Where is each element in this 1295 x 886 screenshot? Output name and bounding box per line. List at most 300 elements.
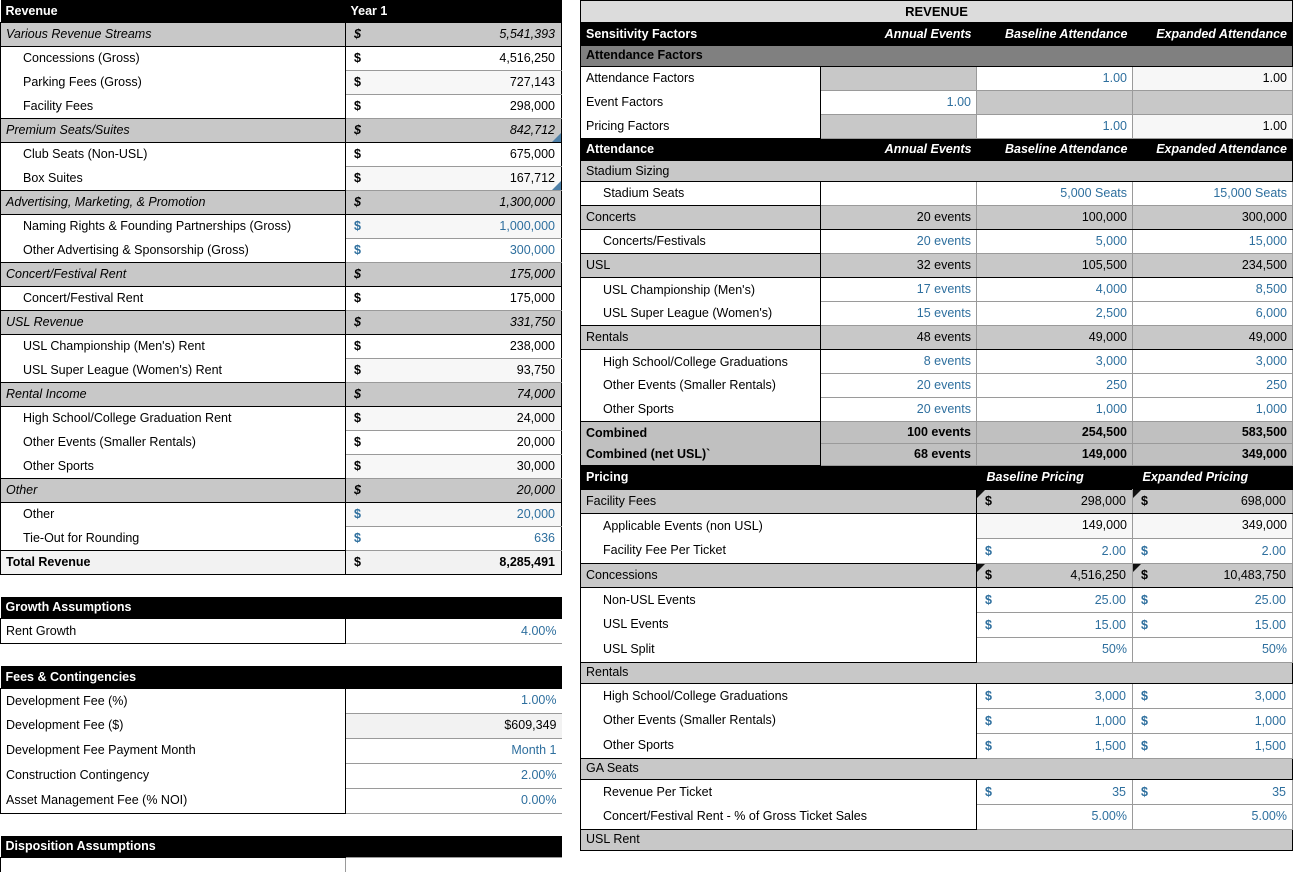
row-value-blank[interactable]	[346, 858, 562, 872]
section-label: Attendance Factors	[586, 48, 703, 63]
row-value-1[interactable]: 20 events	[916, 234, 971, 249]
currency-symbol: $	[354, 459, 361, 473]
revenue-table	[0, 0, 562, 575]
row-amount[interactable]	[346, 47, 561, 70]
amount-value: 4,516,250	[499, 51, 555, 65]
section-row	[581, 161, 1293, 182]
row-value-3[interactable]: 1.00	[1262, 118, 1287, 133]
table-row	[1, 214, 562, 238]
currency-symbol: $	[985, 617, 992, 632]
amount-value: 298,000	[1080, 494, 1126, 508]
table-row	[581, 374, 1293, 398]
currency-symbol: $	[354, 507, 361, 521]
row-amount[interactable]	[346, 551, 561, 574]
section-label: USL Rent	[586, 832, 640, 847]
table-row	[581, 66, 1293, 90]
table-row	[1, 478, 562, 502]
row-label: Other Events (Smaller Rentals)	[603, 713, 776, 728]
row-value-3[interactable]	[1133, 91, 1292, 114]
amount-value: 10,483,750	[1223, 568, 1286, 582]
section-row	[581, 45, 1293, 66]
section-row	[581, 758, 1293, 779]
amount-value: 8,285,491	[499, 555, 555, 569]
amount-value: 3,000	[1094, 688, 1126, 703]
row-amount[interactable]	[346, 71, 561, 94]
row-value-3[interactable]: 1,000	[1255, 402, 1287, 417]
amount-value: 24,000	[516, 411, 555, 425]
section-row	[581, 662, 1293, 683]
sensitivity-col-header-2: Baseline Attendance	[1005, 26, 1128, 41]
amount-value: 331,750	[509, 315, 555, 329]
currency-symbol: $	[985, 784, 992, 799]
amount-value: 1,000	[1094, 713, 1126, 728]
table-row	[581, 587, 1293, 612]
subtotal-row	[581, 206, 1293, 230]
table-row	[1, 262, 562, 286]
subtotal-value-2: 105,500	[1081, 258, 1127, 273]
subtotal-row	[581, 489, 1293, 513]
currency-symbol: $	[354, 483, 361, 497]
combined-value-2: 149,000	[1081, 447, 1127, 462]
row-label: Parking Fees (Gross)	[23, 74, 142, 89]
sensitivity-col-header-1: Annual Events	[884, 26, 972, 41]
currency-symbol: $	[354, 363, 361, 377]
row-label: Development Fee ($)	[6, 718, 124, 733]
amount-value: 175,000	[509, 267, 555, 281]
amount-value: 4,516,250	[1070, 568, 1126, 582]
row-value-3[interactable]: 250	[1266, 378, 1287, 393]
row-label: Concessions (Gross)	[23, 51, 140, 65]
subtotal-value-1: 20 events	[916, 210, 971, 225]
row-value[interactable]: 4.00%	[521, 623, 557, 638]
section-row	[581, 829, 1293, 850]
row-amount[interactable]	[346, 335, 561, 358]
subtotal-row	[581, 326, 1293, 350]
row-amount[interactable]	[346, 215, 561, 238]
row-value-3[interactable]: 8,500	[1255, 282, 1287, 297]
amount-value: 2.00	[1101, 543, 1126, 558]
row-amount-1[interactable]	[977, 588, 1132, 612]
subtotal-amount-2	[1133, 490, 1292, 513]
currency-symbol: $	[1141, 592, 1148, 607]
table-row	[1, 550, 562, 574]
currency-symbol: $	[354, 243, 361, 257]
row-value-2[interactable]: 3,000	[1095, 354, 1127, 369]
amount-value: 167,712	[509, 171, 555, 185]
row-amount[interactable]	[346, 191, 561, 214]
row-amount[interactable]	[346, 311, 561, 334]
amount-value: 74,000	[516, 387, 555, 401]
row-value-2[interactable]: 5,000 Seats	[1060, 186, 1127, 201]
row-label: Tie-Out for Rounding	[23, 530, 140, 545]
currency-symbol: $	[1141, 494, 1148, 508]
row-value-1[interactable]: 50%	[1101, 642, 1127, 657]
row-label: USL Championship (Men's) Rent	[23, 339, 205, 353]
amount-value: 636	[534, 531, 555, 545]
currency-symbol: $	[985, 543, 992, 558]
row-amount-2[interactable]	[1133, 539, 1292, 563]
attendance-header-row	[581, 139, 1293, 161]
row-value-2[interactable]: 1.00	[1102, 70, 1127, 85]
row-value[interactable]: $609,349	[504, 718, 557, 733]
row-label: Advertising, Marketing, & Promotion	[6, 194, 206, 209]
revenue-header-label: Revenue	[5, 3, 58, 18]
currency-symbol: $	[354, 291, 361, 305]
row-value-3[interactable]: 6,000	[1255, 306, 1287, 321]
subtotal-label: Facility Fees	[586, 493, 657, 508]
row-label: Other Events (Smaller Rentals)	[603, 378, 776, 393]
row-label: Revenue Per Ticket	[603, 784, 713, 799]
row-label: Rental Income	[6, 386, 87, 401]
row-value-2[interactable]	[977, 91, 1132, 114]
currency-symbol: $	[354, 411, 361, 425]
currency-symbol: $	[985, 592, 992, 607]
row-value-3[interactable]: 15,000 Seats	[1213, 186, 1287, 201]
revenue-title: REVENUE	[905, 4, 968, 19]
combined-value-3: 349,000	[1241, 447, 1287, 462]
subtotal-value-3: 300,000	[1241, 210, 1287, 225]
row-label: Other Sports	[603, 738, 674, 752]
row-label: Concert/Festival Rent	[23, 290, 144, 305]
row-value-3[interactable]: 1.00	[1262, 70, 1287, 85]
row-amount-1[interactable]	[977, 734, 1132, 758]
table-row	[1, 430, 562, 454]
growth-assumptions-title: Growth Assumptions	[5, 600, 132, 614]
currency-symbol: $	[1141, 568, 1148, 582]
row-value[interactable]: Month 1	[511, 743, 557, 758]
row-amount-2[interactable]	[1133, 684, 1292, 708]
table-row	[1, 526, 562, 550]
sensitivity-header-row	[581, 23, 1293, 45]
combined-value-1: 68 events	[914, 447, 971, 462]
revenue-header-row	[1, 0, 562, 22]
table-row	[1, 238, 562, 262]
currency-symbol: $	[354, 51, 361, 65]
row-label: USL Revenue	[6, 314, 84, 329]
amount-value: 35	[1272, 784, 1286, 799]
row-value-3[interactable]: 15,000	[1248, 234, 1287, 249]
row-label: Asset Management Fee (% NOI)	[6, 793, 188, 807]
row-label: USL Super League (Women's) Rent	[23, 362, 223, 377]
row-amount-1[interactable]	[977, 613, 1132, 637]
table-row	[1, 619, 562, 644]
disposition-assumptions-title: Disposition Assumptions	[5, 839, 156, 853]
row-value-1[interactable]: 17 events	[916, 282, 971, 297]
fees-contingencies-title: Fees & Contingencies	[5, 669, 137, 684]
right-panel	[580, 0, 1292, 851]
disposition-assumptions-table	[0, 836, 562, 872]
row-label: Other Advertising & Sponsorship (Gross)	[23, 242, 249, 257]
table-row	[1, 94, 562, 118]
row-amount-1[interactable]	[977, 539, 1132, 563]
row-value-1[interactable]	[821, 182, 976, 205]
table-row	[1, 713, 562, 738]
amount-value: 30,000	[516, 459, 555, 473]
currency-symbol: $	[354, 123, 361, 137]
subtotal-row	[581, 254, 1293, 278]
row-amount[interactable]	[346, 119, 561, 142]
row-label: High School/College Graduation Rent	[23, 411, 232, 425]
currency-symbol: $	[1141, 617, 1148, 632]
attendance-col-header-3: Expanded Attendance	[1156, 142, 1287, 156]
table-row	[1, 22, 562, 46]
row-amount[interactable]	[346, 239, 561, 262]
table-row	[581, 804, 1293, 829]
sensitivity-col-header-3: Expanded Attendance	[1156, 26, 1287, 41]
currency-symbol: $	[354, 339, 361, 353]
subtotal-value-3: 49,000	[1248, 330, 1287, 345]
pricing-table	[580, 466, 1293, 851]
amount-value: 842,712	[509, 123, 555, 137]
pricing-header-label: Pricing	[586, 470, 629, 484]
row-label: Concert/Festival Rent	[6, 266, 127, 281]
row-value-1[interactable]: 20 events	[916, 378, 971, 393]
table-row	[581, 708, 1293, 733]
currency-symbol: $	[985, 738, 992, 753]
row-label: Other Sports	[23, 458, 94, 473]
spacer-1	[0, 575, 561, 597]
row-amount-1[interactable]	[977, 780, 1132, 804]
row-amount[interactable]	[346, 479, 561, 502]
row-amount-1[interactable]	[977, 684, 1132, 708]
row-value-2[interactable]: 2,500	[1095, 306, 1127, 321]
table-row	[1, 738, 562, 763]
table-row	[1, 858, 562, 872]
growth-assumptions-header	[1, 597, 562, 619]
row-label: USL Super League (Women's)	[603, 306, 773, 320]
table-row	[581, 230, 1293, 254]
row-amount[interactable]	[346, 359, 561, 382]
currency-symbol: $	[1141, 688, 1148, 703]
row-label: High School/College Graduations	[603, 688, 788, 703]
row-label: Pricing Factors	[586, 118, 670, 133]
subtotal-value-3: 234,500	[1241, 258, 1287, 273]
combined-value-2: 254,500	[1081, 425, 1127, 440]
spacer-2	[0, 644, 561, 666]
row-label: Various Revenue Streams	[6, 26, 152, 41]
row-amount[interactable]	[346, 263, 561, 286]
row-value-1[interactable]: 5.00%	[1091, 809, 1127, 824]
subtotal-label: Concerts	[586, 210, 637, 225]
table-row	[1, 358, 562, 382]
amount-value: 20,000	[516, 435, 555, 449]
row-value[interactable]: 0.00%	[521, 793, 557, 808]
row-amount[interactable]	[346, 95, 561, 118]
row-value-2[interactable]: 1.00	[1102, 118, 1127, 133]
subtotal-amount-2	[1133, 564, 1292, 587]
table-row	[581, 302, 1293, 326]
table-row	[1, 763, 562, 788]
table-row	[1, 142, 562, 166]
row-label: Club Seats (Non-USL)	[23, 147, 148, 161]
row-amount-2[interactable]	[1133, 709, 1292, 733]
row-label: Non-USL Events	[603, 592, 696, 607]
row-value-1[interactable]: 1.00	[946, 94, 971, 109]
table-row	[1, 166, 562, 190]
table-row	[581, 513, 1293, 538]
row-value-2[interactable]: 50%	[1261, 642, 1287, 657]
amount-value: 25.00	[1254, 592, 1286, 607]
amount-value: 1,300,000	[499, 195, 555, 209]
row-value-1[interactable]: 149,000	[1081, 518, 1127, 533]
amount-value: 300,000	[509, 243, 555, 257]
subtotal-row	[581, 563, 1293, 587]
row-value-2[interactable]: 4,000	[1095, 282, 1127, 297]
row-value[interactable]: 2.00%	[521, 768, 557, 783]
currency-symbol: $	[354, 171, 361, 185]
row-value-2[interactable]: 349,000	[1241, 518, 1287, 533]
row-amount-2[interactable]	[1133, 780, 1292, 804]
table-row	[581, 278, 1293, 302]
amount-value: 175,000	[509, 291, 555, 305]
amount-value: 1,500	[1254, 738, 1286, 753]
amount-value: 2.00	[1261, 543, 1286, 558]
currency-symbol: $	[354, 435, 361, 449]
row-label: USL Split	[603, 642, 655, 656]
row-label: Premium Seats/Suites	[6, 122, 130, 137]
row-label: Concerts/Festivals	[603, 234, 706, 249]
table-row	[1, 310, 562, 334]
table-row	[1, 46, 562, 70]
row-amount[interactable]	[346, 503, 561, 526]
currency-symbol: $	[354, 99, 361, 113]
row-value-1[interactable]: 8 events	[923, 354, 971, 369]
amount-value: 20,000	[516, 507, 555, 521]
currency-symbol: $	[354, 267, 361, 281]
revenue-title-table	[580, 0, 1293, 23]
table-row	[581, 350, 1293, 374]
subtotal-amount-1	[977, 564, 1132, 587]
row-amount[interactable]	[346, 167, 561, 190]
currency-symbol: $	[1141, 738, 1148, 753]
combined-row	[581, 444, 1293, 466]
row-amount[interactable]	[346, 23, 561, 46]
row-amount[interactable]	[346, 383, 561, 406]
table-row	[1, 688, 562, 713]
amount-value: 5,541,393	[499, 27, 555, 41]
row-amount[interactable]	[346, 431, 561, 454]
currency-symbol: $	[985, 494, 992, 508]
amount-value: 20,000	[516, 483, 555, 497]
subtotal-value-1: 48 events	[916, 330, 971, 345]
amount-value: 15.00	[1254, 617, 1286, 632]
subtotal-value-1: 32 events	[916, 258, 971, 273]
growth-assumptions-table	[0, 597, 562, 645]
amount-value: 675,000	[509, 147, 555, 161]
table-row	[581, 182, 1293, 206]
subtotal-label: Concessions	[586, 567, 658, 582]
table-row	[1, 502, 562, 526]
row-value-3[interactable]: 3,000	[1255, 354, 1287, 369]
sensitivity-factors-table	[580, 23, 1293, 139]
currency-symbol: $	[354, 195, 361, 209]
row-label: Other Events (Smaller Rentals)	[23, 434, 196, 449]
row-label: Stadium Seats	[603, 186, 685, 201]
table-row	[1, 788, 562, 813]
row-amount[interactable]	[346, 407, 561, 430]
row-amount[interactable]	[346, 455, 561, 478]
amount-value: 298,000	[509, 99, 555, 113]
currency-symbol: $	[354, 531, 361, 545]
amount-value: 1,000,000	[499, 219, 555, 233]
table-row	[1, 190, 562, 214]
table-row	[1, 334, 562, 358]
currency-symbol: $	[354, 219, 361, 233]
currency-symbol: $	[354, 387, 361, 401]
row-value-1[interactable]	[821, 115, 976, 138]
year-column-header: Year 1	[350, 3, 388, 18]
currency-symbol: $	[985, 713, 992, 728]
subtotal-value-2: 100,000	[1081, 210, 1127, 225]
row-value-2[interactable]: 5,000	[1095, 234, 1127, 249]
table-row	[581, 779, 1293, 804]
amount-value: 25.00	[1094, 592, 1126, 607]
row-value-2[interactable]: 250	[1106, 378, 1127, 393]
row-value[interactable]: 1.00%	[521, 693, 557, 708]
fees-contingencies-header	[1, 666, 562, 688]
table-row	[1, 454, 562, 478]
row-label: Concert/Festival Rent - % of Gross Ticket Sales	[603, 809, 867, 823]
row-label: Naming Rights & Founding Partnerships (Gross)	[23, 219, 292, 233]
currency-symbol: $	[354, 315, 361, 329]
amount-value: 35	[1112, 784, 1126, 799]
table-row	[581, 90, 1293, 114]
currency-symbol: $	[354, 27, 361, 41]
row-label: USL Championship (Men's)	[603, 282, 755, 297]
section-label: Stadium Sizing	[586, 163, 670, 178]
section-label: Rentals	[586, 665, 629, 680]
row-label: Other	[6, 482, 38, 497]
attendance-table	[580, 139, 1293, 467]
row-value-1[interactable]: 15 events	[916, 306, 971, 321]
amount-value: 93,750	[516, 363, 555, 377]
row-amount-2[interactable]	[1133, 588, 1292, 612]
pricing-col-header-2: Expanded Pricing	[1142, 470, 1249, 484]
row-amount-2[interactable]	[1133, 613, 1292, 637]
row-label: USL Events	[603, 617, 669, 632]
table-row	[1, 286, 562, 310]
amount-value: 238,000	[509, 339, 555, 353]
row-value-2[interactable]: 5.00%	[1251, 809, 1287, 824]
currency-symbol: $	[354, 75, 361, 89]
amount-value: 727,143	[509, 75, 555, 89]
table-row	[1, 406, 562, 430]
spacer-3	[0, 814, 561, 836]
currency-symbol: $	[1141, 713, 1148, 728]
row-amount-1[interactable]	[977, 709, 1132, 733]
pricing-header-row	[581, 466, 1293, 489]
table-row	[581, 114, 1293, 138]
attendance-col-header-1: Annual Events	[884, 142, 972, 156]
subtotal-label: Rentals	[586, 330, 629, 345]
amount-value: 1,000	[1254, 713, 1286, 728]
row-value-1[interactable]: 20 events	[916, 402, 971, 417]
row-amount[interactable]	[346, 527, 561, 550]
combined-label: Combined	[586, 425, 648, 440]
left-panel	[0, 0, 561, 872]
row-value-2[interactable]: 1,000	[1095, 402, 1127, 417]
sensitivity-header-label: Sensitivity Factors	[586, 26, 698, 41]
subtotal-value-2: 49,000	[1088, 330, 1127, 345]
row-amount-2[interactable]	[1133, 734, 1292, 758]
row-amount[interactable]	[346, 287, 561, 310]
combined-value-1: 100 events	[907, 425, 971, 440]
row-label: Attendance Factors	[586, 71, 695, 85]
row-amount[interactable]	[346, 143, 561, 166]
fees-contingencies-table	[0, 666, 562, 814]
row-value-1[interactable]	[821, 67, 976, 90]
currency-symbol: $	[354, 555, 361, 569]
